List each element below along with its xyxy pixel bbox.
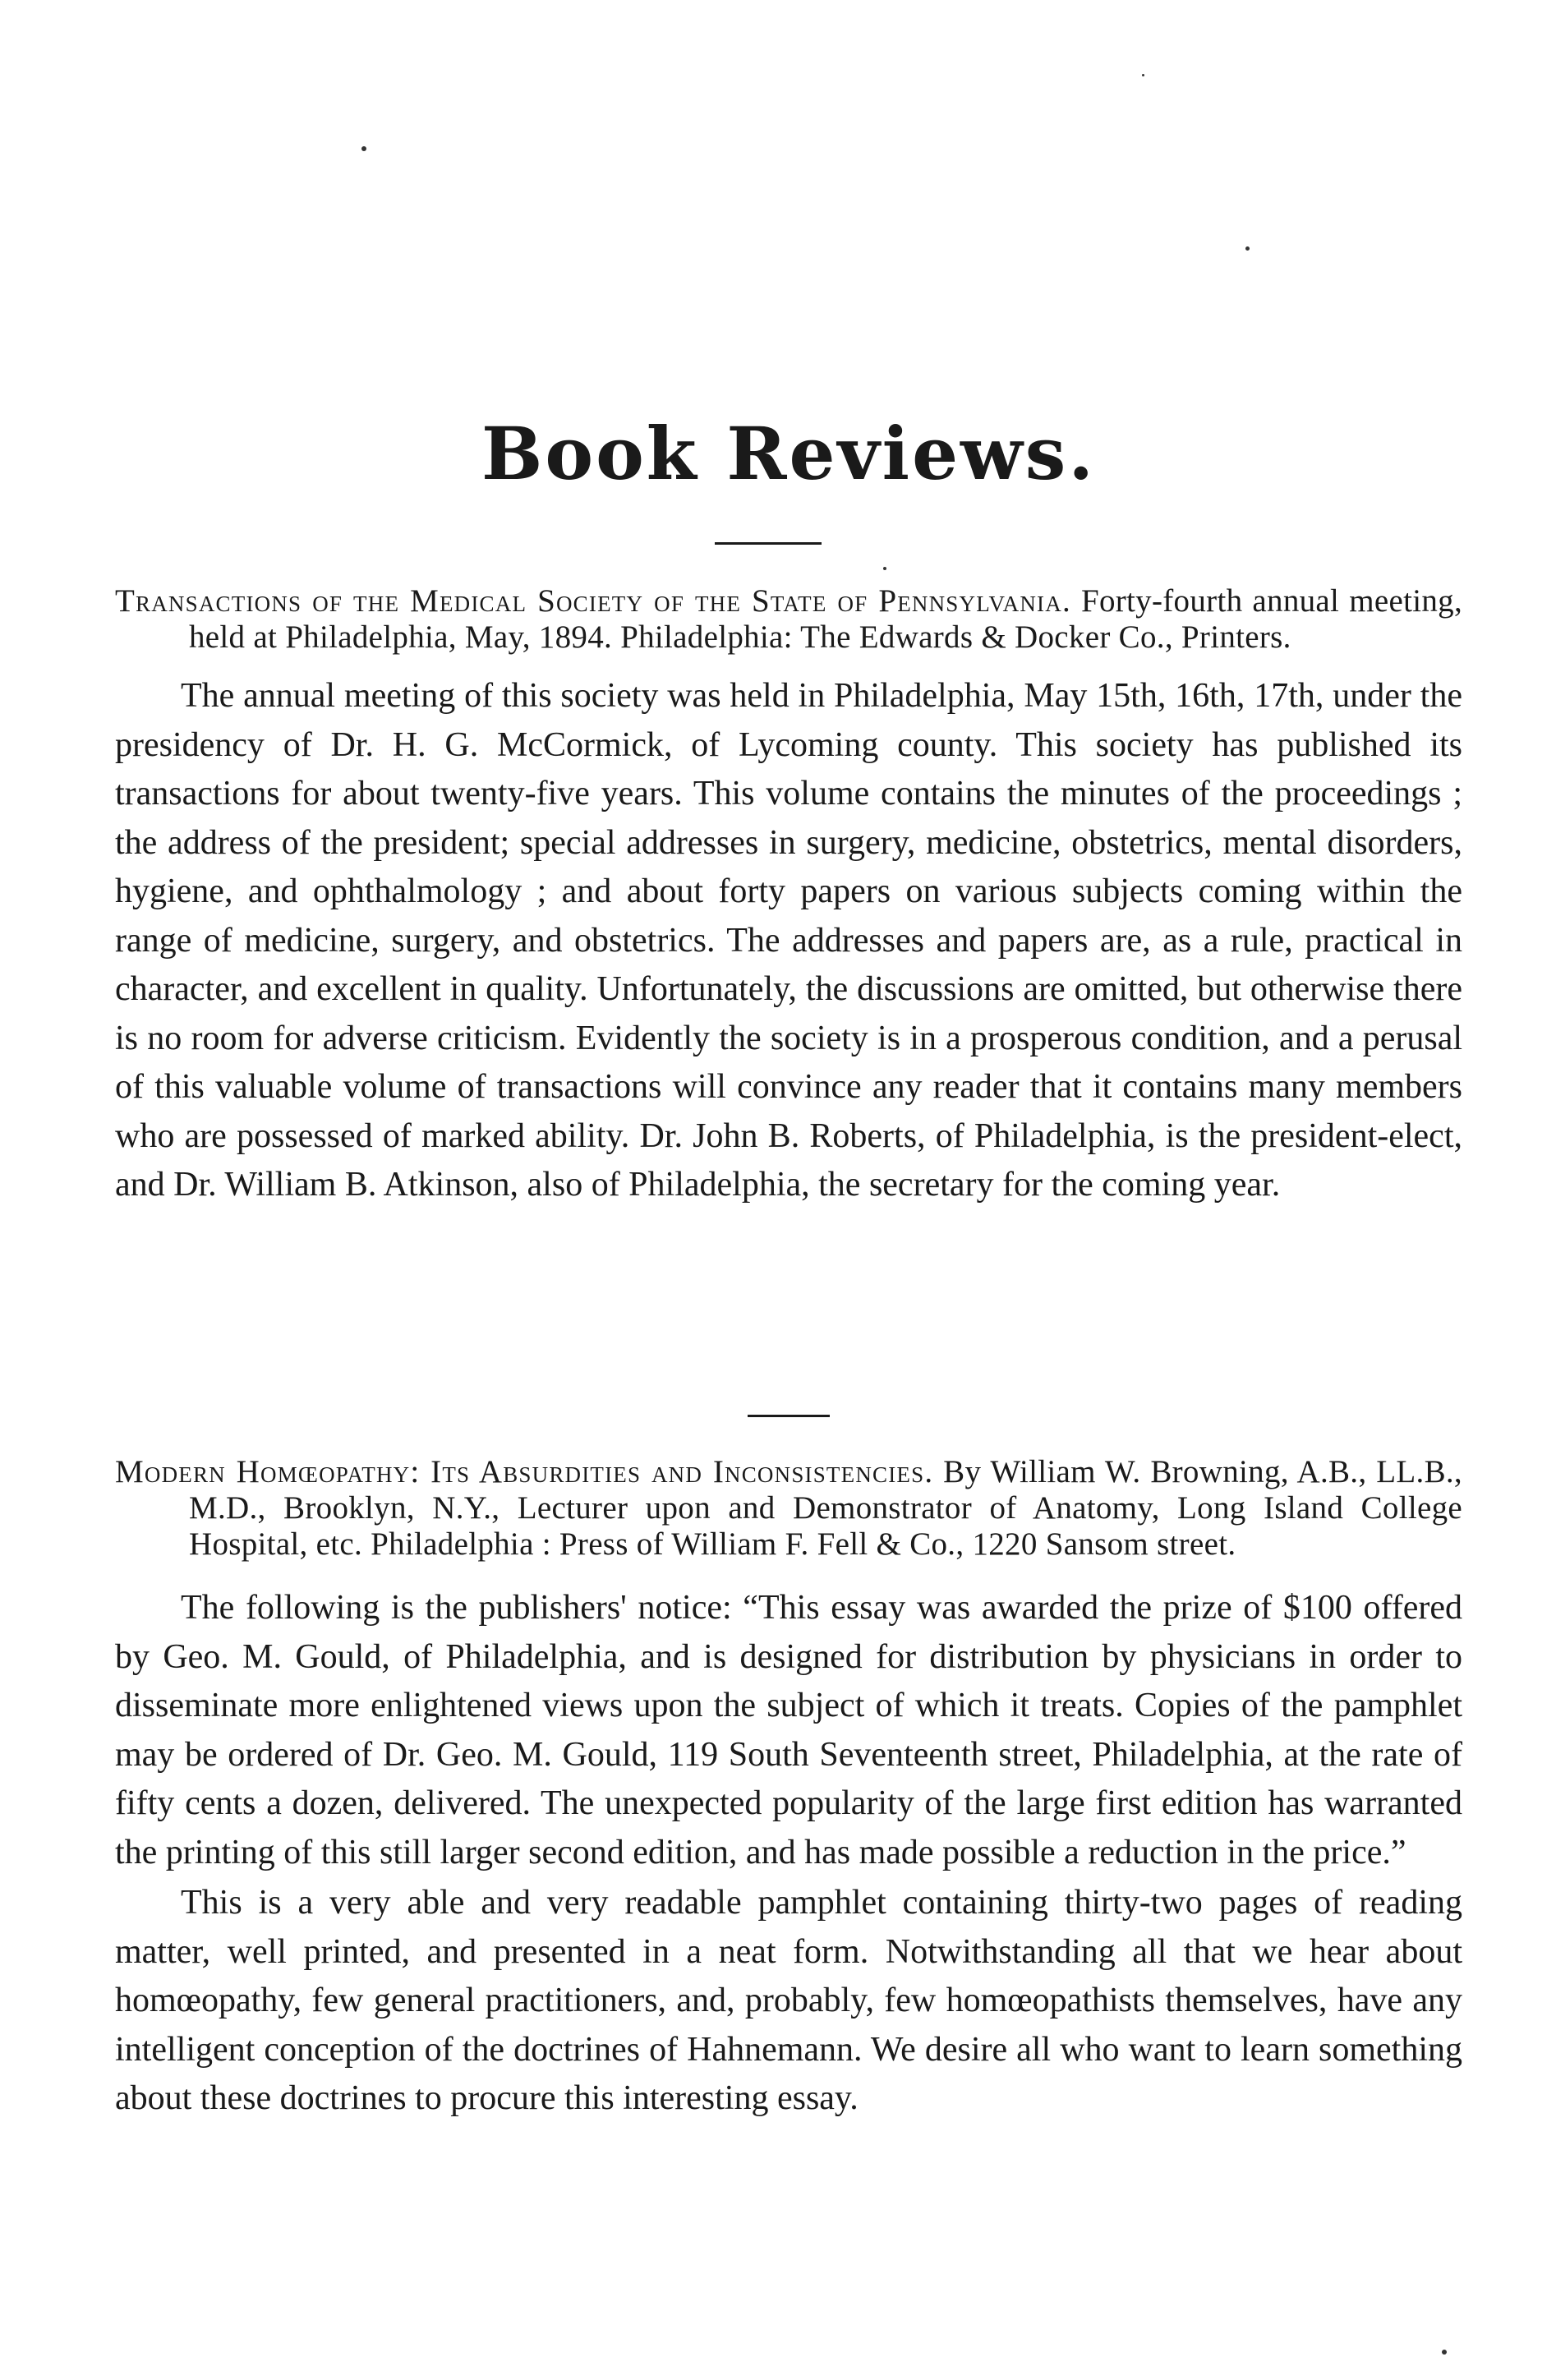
- print-speck: [1442, 2350, 1447, 2355]
- review-pennsylvania-transactions: [115, 583, 1462, 1210]
- review-title: Modern Homœopathy: Its Absurdities and Inconsistencies.: [115, 1454, 934, 1489]
- print-speck: [361, 146, 366, 151]
- print-speck: [1245, 246, 1250, 251]
- review-citation: [115, 583, 1462, 656]
- review-paragraph: The annual meeting of this society was held in Philadelphia, May 15th, 16th, 17th, under the presidency of Dr. H. G. McCormick, of Lycoming county. This society has published its transactions for about twenty-five years. This volume contains the minutes of the proceedings ; the address of the president; special addresses in surgery, medicine, obstetrics, mental disorders, hygiene, and ophthalmology ; and about forty papers on various subjects coming within the range of medicine, surgery, and obstetrics. The addresses and papers are, as a rule, practical in character, and excellent in quality. Unfortunately, the discussions are omitted, but otherwise there is no room for adverse criticism. Evidently the society is in a prosperous condition, and a perusal of this valuable volume of transactions will convince any reader that it contains many members who are possessed of marked ability. Dr. John B. Roberts, of Philadelphia, is the president-elect, and Dr. William B. Atkinson, also of Philadelphia, the secretary for the coming year.: [115, 677, 1462, 1204]
- section-divider: [748, 1415, 830, 1417]
- review-paragraph: This is a very able and very readable pamphlet containing thirty-two pages of reading matter, well printed, and presented in a neat form. Notwithstanding all that we hear about homœopathy, few general practitioners, and, probably, few homœopathists themselves, have any intelligent conception of the doctrines of Hahnemann. We desire all who want to learn something about these doctrines to procure this interesting essay.: [115, 1884, 1462, 2117]
- review-citation: [115, 1454, 1462, 1563]
- review-modern-homoeopathy: [115, 1454, 1462, 2124]
- page-heading: Book Reviews.: [481, 411, 1096, 496]
- review-details: Forty-fourth annual meeting, held at Philadelphia, May, 1894. Philadelphia: The Edwards & Docker Co., Printers.: [189, 583, 1463, 655]
- review-details: By William W. Browning, A.B., LL.B., M.D., Brooklyn, N.Y., Lecturer upon and Demonstrator of Anatomy, Long Island College Hospital, etc. Philadelphia : Press of William F. Fell & Co., 1220 Sansom street.: [189, 1454, 1462, 1562]
- print-speck: [883, 567, 886, 570]
- review-paragraph: The following is the publishers' notice: “This essay was awarded the prize of $100 offered by Geo. M. Gould, of Philadelphia, and is designed for distribution by physicians in order to disseminate more enlightened views upon the subject of which it treats. Copies of the pamphlet may be ordered of Dr. Geo. M. Gould, 119 South Seventeenth street, Philadelphia, at the rate of fifty cents a dozen, delivered. The unexpected popularity of the large first edition has warranted the printing of this still larger second edition, and has made possible a reduction in the price.”: [115, 1589, 1462, 1871]
- review-title: Transactions of the Medical Society of the State of Pennsylvania.: [115, 583, 1071, 619]
- print-speck: [1142, 74, 1144, 76]
- heading-divider: [715, 542, 822, 545]
